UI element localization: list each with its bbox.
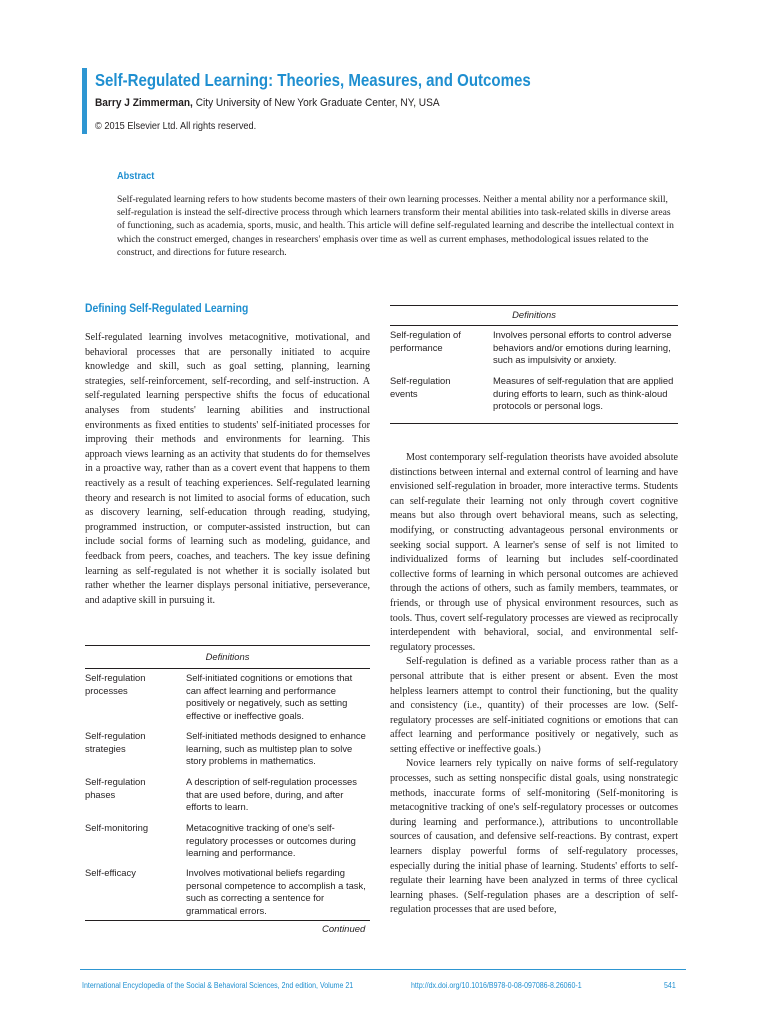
footer-rule <box>80 969 686 970</box>
definitions-heading: Definitions <box>512 309 556 320</box>
body-paragraph: Novice learners rely typically on naive forms of self-regulatory processes, such as setting nonspecific distal goals, using nonstrategic methods, inaccurate forms of self-monitoring (Self-monitoring is metacognitive tracking of one's self-regulatory processes or outcomes during learning and performance.), attributions to uncontrollable sources of causation, and defensive self-reactions. By contrast, expert learners display powerful forms of self-regulatory processes, especially during the initial phase of learning. Students' efforts to self-regulate their learning have been analyzed in terms of three cyclical learning phases. (Self-regulation phases are a description of self-regulation processes that are used before, <box>390 758 678 916</box>
definition-term: Self-monitoring <box>85 822 149 833</box>
definitions-table-left <box>85 645 370 940</box>
table-header-rule <box>85 668 370 669</box>
footer-source: International Encyclopedia of the Social & Behavioral Sciences, 2nd edition, Volume 21 <box>82 981 354 990</box>
definition-term: Self-efficacy <box>85 867 136 878</box>
footer-page-number: 541 <box>664 981 676 990</box>
body-paragraph: Most contemporary self-regulation theorists have avoided absolute distinctions between internal and external control of learning and have envisioned self-regulation in broader, more interactive terms. Students can self-regulate their learning not only through covert cognitive means but also through overt behavioral means, such as selecting, modifying, or constructing advantageous personal environments or seeking social support. A learner's sense of self is not limited to individualized forms of learning but includes self-coordinated collective forms of learning in which personal outcomes are achieved through the actions of others, such as family members, teammates, or friends, or through use of physical environment resources, such as tools. Thus, covert self-regulatory processes are viewed as reciprocally interdependent with behavioral, social, and environmental self-regulatory processes. <box>390 452 678 653</box>
definition-text: Measures of self-regulation that are applied during efforts to learn, such as think-aloud protocols or personal logs. <box>493 375 674 412</box>
section-heading: Defining Self-Regulated Learning <box>85 303 249 315</box>
article-title: Self-Regulated Learning: Theories, Measures, and Outcomes <box>95 70 531 90</box>
table-top-rule <box>85 645 370 646</box>
author-name: Barry J Zimmerman, <box>95 97 193 109</box>
definition-text: Self-initiated cognitions or emotions that can affect learning and performance positively or negatively, such as setting effective or ineffective goals. <box>186 672 353 721</box>
definition-term: Self-regulation processes <box>85 672 146 696</box>
copyright-notice: © 2015 Elsevier Ltd. All rights reserved. <box>95 121 257 132</box>
footer-doi-link[interactable]: http://dx.doi.org/10.1016/B978-0-08-097086-8.26060-1 <box>411 981 582 990</box>
definitions-heading: Definitions <box>205 651 250 662</box>
author-line <box>95 97 440 109</box>
definitions-table-right <box>390 305 678 430</box>
table-bottom-rule <box>85 920 370 921</box>
table-header-rule <box>390 325 678 326</box>
definition-term: Self-regulation events <box>390 375 451 399</box>
author-affiliation: City University of New York Graduate Center, NY, USA <box>195 97 440 109</box>
definition-text: Involves personal efforts to control adverse behaviors and/or emotions during learning, such as impulsivity or anxiety. <box>493 329 672 366</box>
table-bottom-rule <box>390 423 678 424</box>
definition-text: Involves motivational beliefs regarding personal competence to accomplish a task, such as correcting a sentence for grammatical errors. <box>186 867 366 916</box>
definition-term: Self-regulation of performance <box>390 329 461 353</box>
definition-text: A description of self-regulation processes that are used before, during, and after efforts to learn. <box>186 776 357 813</box>
abstract-heading: Abstract <box>117 171 155 182</box>
definition-term: Self-regulation phases <box>85 776 146 800</box>
definition-text: Self-initiated methods designed to enhance learning, such as multistep plan to solve story problems in mathematics. <box>186 730 366 767</box>
table-top-rule <box>390 305 678 306</box>
body-paragraph-left: Self-regulated learning involves metacognitive, motivational, and behavioral processes that are personally initiated to acquire knowledge and skill, such as goal setting, planning, learning strategies, self-reinforcement, self-recording, and self-instruction. A self-regulated learning perspective shifts the focus of educational analyses from students' learning abilities and instructional environments as fixed entities to students' self-initiated processes for improving their methods and environments for learning. This approach views learning as an activity that students do for themselves in a proactive way, rather than as a covert event that happens to them reactively as a result of teaching experiences. Self-regulated learning theory and research is not limited to asocial forms of education, such as discovery learning, self-education through reading, studying, programmed instruction, or computer-assisted instruction, but can include social forms of learning such as modeling, guidance, and feedback from peers, coaches, and teachers. The key issue defining learning as self-regulated is not whether it is socially isolated but rather whether the learner displays personal initiative, perseverance, and adaptive skill in pursuing it. <box>85 332 370 606</box>
definition-text: Metacognitive tracking of one's self-regulatory processes or outcomes during learning and performance. <box>186 822 356 859</box>
title-accent-bar <box>82 68 87 134</box>
body-column-right <box>390 451 678 918</box>
body-paragraph: Self-regulation is defined as a variable process rather than as a personal attribute that is either present or absent. Even the most helpless learners attempt to control their functioning, but the quality and consistency (i.e., quantity) of their processes are low. (Self-regulatory processes are self-initiated cognitions or emotions that can affect learning and performance positively or negatively, such as setting effective or ineffective goals.) <box>390 656 678 755</box>
definition-term: Self-regulation strategies <box>85 730 146 754</box>
table-continued-label: Continued <box>322 924 366 935</box>
abstract-text: Self-regulated learning refers to how students become masters of their own learning processes. Neither a mental ability nor a performance skill, self-regulation is instead the self-directive process through which learners transform their mental abilities into task-related skills in diverse areas of functioning, such as academia, sports, music, and health. This article will define self-regulated learning and describe the intellectual context in which the construct emerged, changes in researchers' emphasis over time as well as current emphases, methodological issues related to the construct, and directions for future research. <box>117 194 674 258</box>
